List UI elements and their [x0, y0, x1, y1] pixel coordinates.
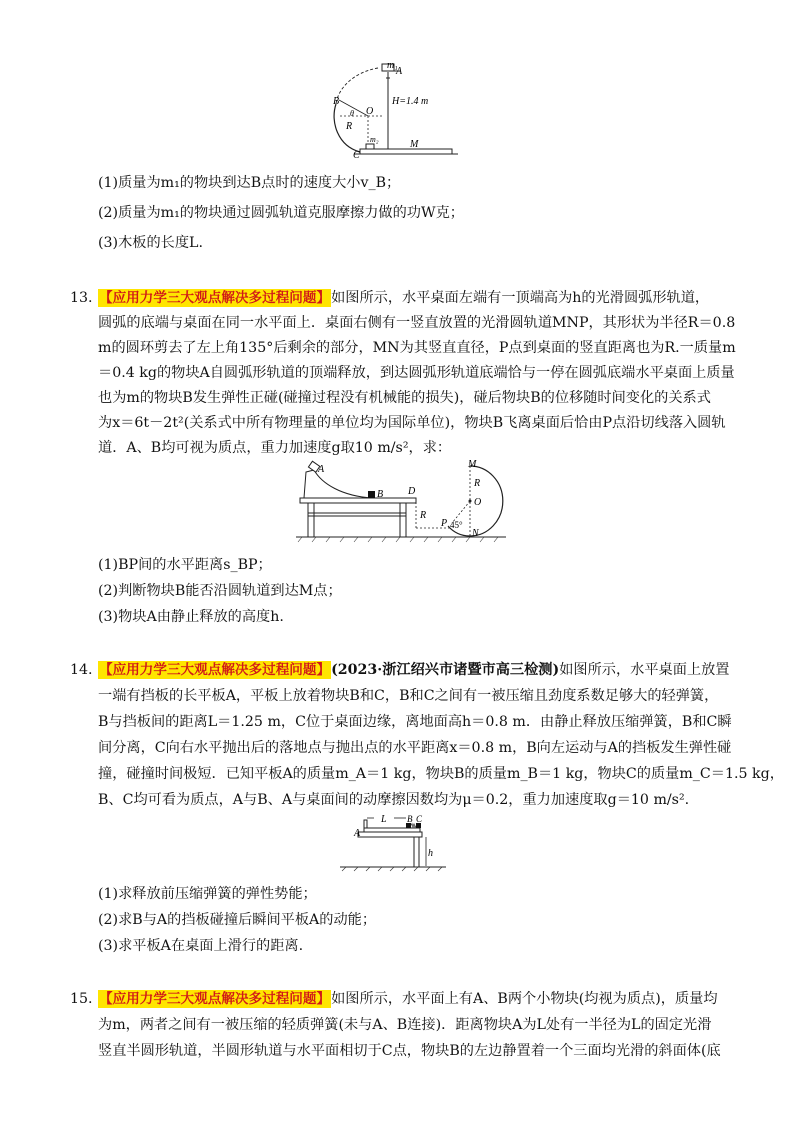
label-P: P: [441, 518, 448, 529]
figure-q13: [292, 458, 510, 550]
q14-tag: 【应用力学三大观点解决多过程问题】: [99, 662, 331, 678]
q14-line-4: 间分离，C向右水平抛出后的落地点与抛出点的水平距离x＝0.8 m，B向左运动与A的挡板发生弹性碰: [98, 740, 732, 756]
q13-item-2: (2)判断物块B能否沿圆轨道到达M点；: [98, 583, 342, 599]
q14-line-3: B与挡板间的距离L＝1.25 m，C位于桌面边缘，离地面高h＝0.8 m．由静止释放压缩弹簧，B和C瞬: [98, 714, 732, 730]
q13-line-3: m的圆环剪去了左上角135°后剩余的部分，MN为其竖直直径，P点到桌面的竖直距离也为R.一质量m: [98, 340, 736, 356]
q14-number: 14.: [70, 662, 93, 678]
label-C: C: [353, 150, 360, 161]
q14-item-2: (2)求B与A的挡板碰撞后瞬间平板A的动能；: [98, 912, 377, 928]
label-B: B: [407, 814, 413, 824]
label-A: A: [318, 464, 325, 475]
label-R2: R: [474, 478, 481, 489]
label-D: D: [408, 486, 416, 497]
q15-tag: 【应用力学三大观点解决多过程问题】: [99, 991, 331, 1007]
q13-line-6: 为x＝6t－2t²(关系式中所有物理量的单位均为国际单位)，物块B飞离桌面后恰由P点沿切线落入圆轨: [98, 415, 726, 431]
label-45: 45°: [450, 520, 463, 530]
q13-line-4: ＝0.4 kg的物块A自圆弧形轨道的顶端释放，到达圆弧形轨道底端恰与一停在圆弧底端水平桌面上质量: [98, 365, 735, 381]
q12-item-2: (2)质量为m₁的物块通过圆弧轨道克服摩擦力做的功W克；: [98, 205, 464, 221]
label-M: M: [468, 459, 477, 470]
q15-line-1: 如图所示，水平面上有A、B两个小物块(均视为质点)，质量均: [331, 991, 718, 1007]
q14-source: (2023·浙江绍兴市诸暨市高三检测): [331, 662, 560, 678]
label-h: h: [428, 848, 433, 859]
q14-line-1: 如图所示，水平桌面上放置: [559, 662, 730, 678]
q14-item-3: (3)求平板A在桌面上滑行的距离.: [98, 938, 304, 954]
label-theta: θ: [350, 109, 354, 118]
q13-item-1: (1)BP间的水平距离s_BP；: [98, 557, 272, 573]
label-O: O: [474, 497, 482, 508]
q13-number: 13.: [70, 290, 93, 306]
label-R1: R: [420, 510, 427, 521]
figure-q12: [320, 54, 460, 166]
label-H: H=1.4 m: [392, 96, 429, 107]
label-A: A: [396, 66, 403, 77]
label-m2: m₂: [370, 135, 379, 144]
q13-tag: 【应用力学三大观点解决多过程问题】: [99, 290, 331, 306]
q12-item-3: (3)木板的长度L.: [98, 235, 203, 251]
q13-line-5: 也为m的物块B发生弹性正碰(碰撞过程没有机械能的损失)，碰后物块B的位移随时间变化的关系式: [98, 390, 711, 406]
label-M: M: [410, 139, 419, 150]
label-R: R: [346, 121, 353, 132]
label-L: L: [381, 814, 387, 825]
label-B: B: [333, 96, 340, 107]
q13-line-7: 道．A、B均可视为质点，重力加速度g取10 m/s²，求：: [98, 440, 452, 456]
label-A: A: [354, 828, 361, 839]
label-N: N: [472, 528, 479, 539]
label-C: C: [416, 814, 423, 824]
q14-item-1: (1)求释放前压缩弹簧的弹性势能；: [98, 886, 317, 902]
figure-q14: [338, 812, 448, 872]
q15-line-2: 为m，两者之间有一被压缩的轻质弹簧(未与A、B连接)．距离物块A为L处有一半径为L的固定光滑: [98, 1017, 712, 1033]
label-m1: m₁: [387, 60, 398, 71]
q12-item-1: (1)质量为m₁的物块到达B点时的速度大小v_B；: [98, 175, 401, 191]
q14-line-5: 撞，碰撞时间极短．已知平板A的质量m_A＝1 kg，物块B的质量m_B＝1 kg，物块C的质量m_C＝1.5 kg，: [98, 766, 784, 782]
q13-item-3: (3)物块A由静止释放的高度h.: [98, 609, 284, 625]
q13-line-1: 如图所示，水平桌面左端有一顶端高为h的光滑圆弧形轨道，: [331, 290, 710, 306]
q13-line-2: 圆弧的底端与桌面在同一水平面上．桌面右侧有一竖直放置的光滑圆轨道MNP，其形状为半径R＝0.8: [98, 315, 736, 331]
label-B: B: [377, 489, 384, 500]
q14-line-2: 一端有挡板的长平板A，平板上放着物块B和C，B和C之间有一被压缩且劲度系数足够大的轻弹簧，: [98, 688, 719, 704]
label-O: O: [366, 106, 374, 117]
q15-line-3: 竖直半圆形轨道，半圆形轨道与水平面相切于C点，物块B的左边静置着一个三面均光滑的斜面体(底: [98, 1043, 721, 1059]
q15-number: 15.: [70, 991, 93, 1007]
q14-line-6: B、C均可看为质点，A与B、A与桌面间的动摩擦因数均为μ＝0.2，重力加速度取g＝10 m/s².: [98, 792, 690, 808]
